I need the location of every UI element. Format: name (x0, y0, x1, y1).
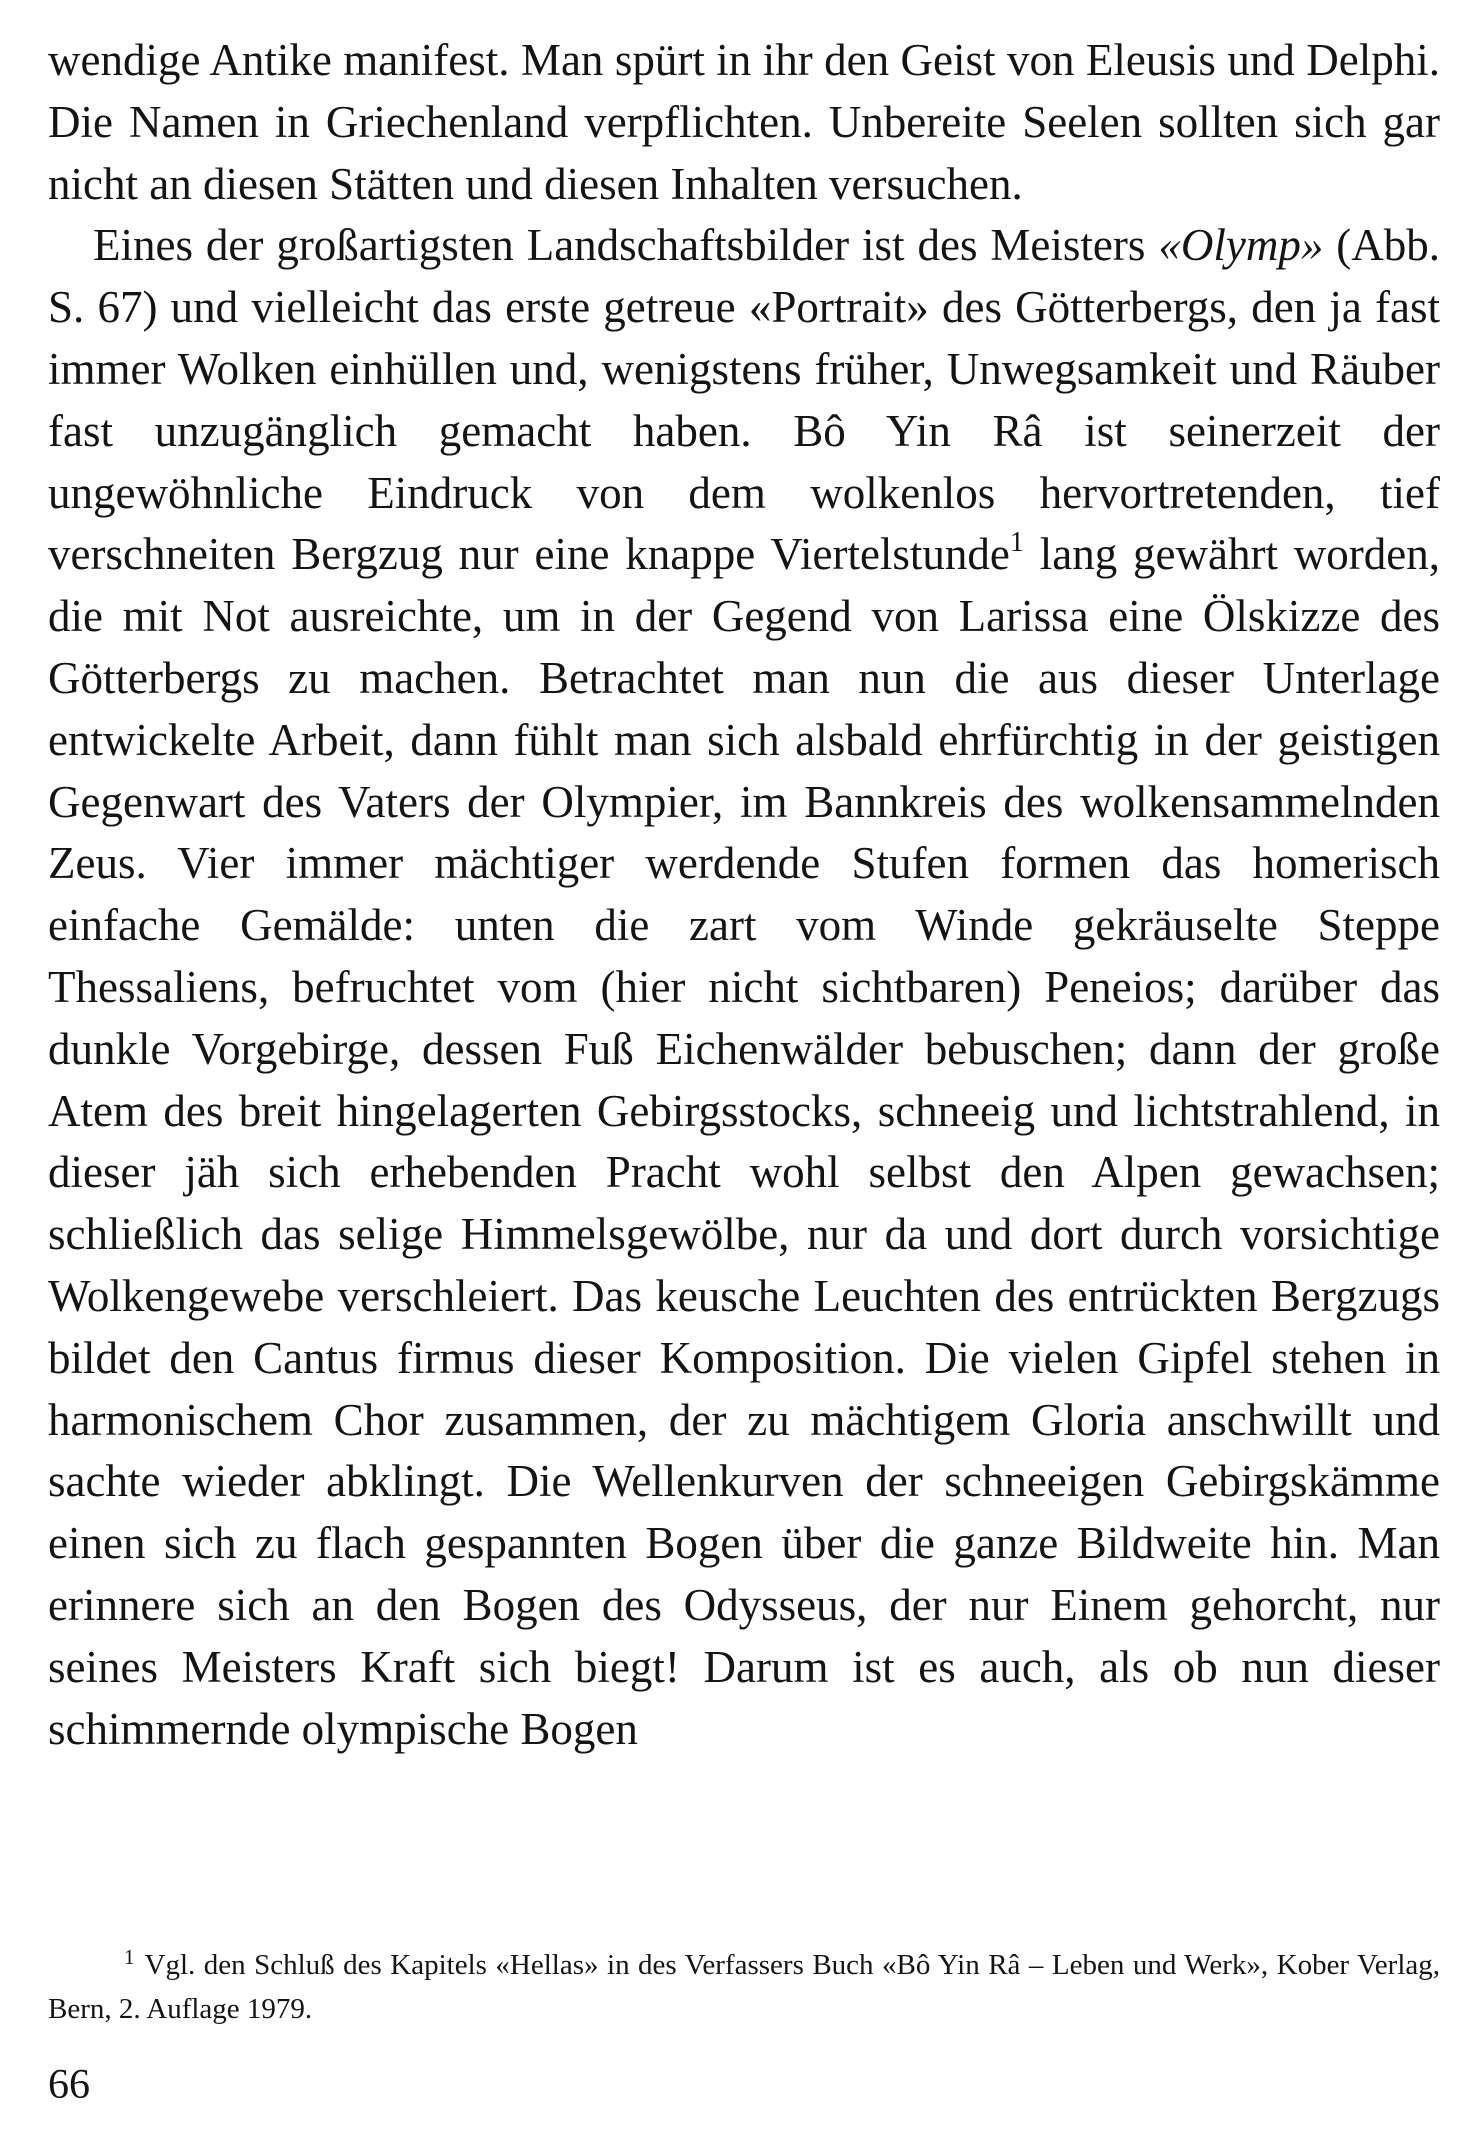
paragraph-1-text: wendige Antike manifest. Man spürt in ihr den Geist von Eleusis und Delphi. Die Namen in Griechenland verpflichten. Unbereite Seelen sollten sich gar nicht an diesen Stätten und diesen Inhalten versuchen. (48, 35, 1440, 209)
page-number: 66 (48, 2062, 90, 2108)
footnote-reference: 1 (1009, 527, 1024, 559)
paragraph-2-text-middle: (Abb. S. 67) und vielleicht das erste getreue «Portrait» des Götterbergs, den ja fast immer Wolken einhüllen und, wenigstens früher, Unwegsamkeit und Räuber fast unzugänglich gemacht haben. Bô Yin Râ ist seinerzeit der ungewöhnliche Eindruck von dem wolkenlos hervortretenden, tief verschneiten Bergzug nur eine knappe Viertelstunde (48, 220, 1441, 580)
footnote-mark: 1 (124, 1945, 135, 1969)
artwork-title: «Olymp» (1158, 220, 1324, 271)
paragraph-2-text-end: lang gewährt worden, die mit Not ausreichte, um in der Gegend von Larissa eine Ölskizze des Götterbergs zu machen. Betrachtet man nun die aus dieser Unterlage entwickelte Arbeit, dann fühlt man sich alsbald ehrfürchtig in der geistigen Gegenwart des Vaters der Olympier, im Bannkreis des wolkensammelnden Zeus. Vier immer mächtiger werdende Stufen formen das homerisch einfache Gemälde: unten die zart vom Winde gekräuselte Steppe Thessaliens, befruchtet vom (hier nicht sichtbaren) Peneios; darüber das dunkle Vorgebirge, dessen Fuß Eichenwälder bebuschen; dann der große Atem des breit hingelagerten Gebirgsstocks, schneeig und lichtstrahlend, in dieser jäh sich erhebenden Pracht wohl selbst den Alpen gewachsen; schließlich das selige Himmelsgewölbe, nur da und dort durch vorsichtige Wolkengewebe verschleiert. Das keusche Leuchten des entrückten Bergzugs bildet den Cantus firmus dieser Komposition. Die vielen Gipfel stehen in harmonischem Chor zusammen, der zu mächtigem Gloria anschwillt und sachte wieder abklingt. Die Wellenkurven der schneeigen Gebirgskämme einen sich zu flach gespannten Bogen über die ganze Bildweite hin. Man erinnere sich an den Bogen des Odysseus, der nur Einem gehorcht, nur seines Meisters Kraft sich biegt! Darum ist es auch, als ob nun dieser schimmernde olympische Bogen (48, 529, 1440, 1754)
paragraph-2 (48, 215, 1440, 1760)
footnote-text: Vgl. den Schluß des Kapitels «Hellas» in des Verfassers Buch «Bô Yin Râ – Leben und Werk», Kober Verlag, Bern, 2. Auflage 1979. (48, 1949, 1440, 2025)
footnote (48, 1943, 1440, 2031)
book-page (48, 30, 1440, 2110)
paragraph-2-text-start: Eines der großartigsten Landschaftsbilder ist des Meisters (93, 220, 1159, 271)
paragraph-1 (48, 30, 1440, 215)
body-text (48, 30, 1440, 1760)
